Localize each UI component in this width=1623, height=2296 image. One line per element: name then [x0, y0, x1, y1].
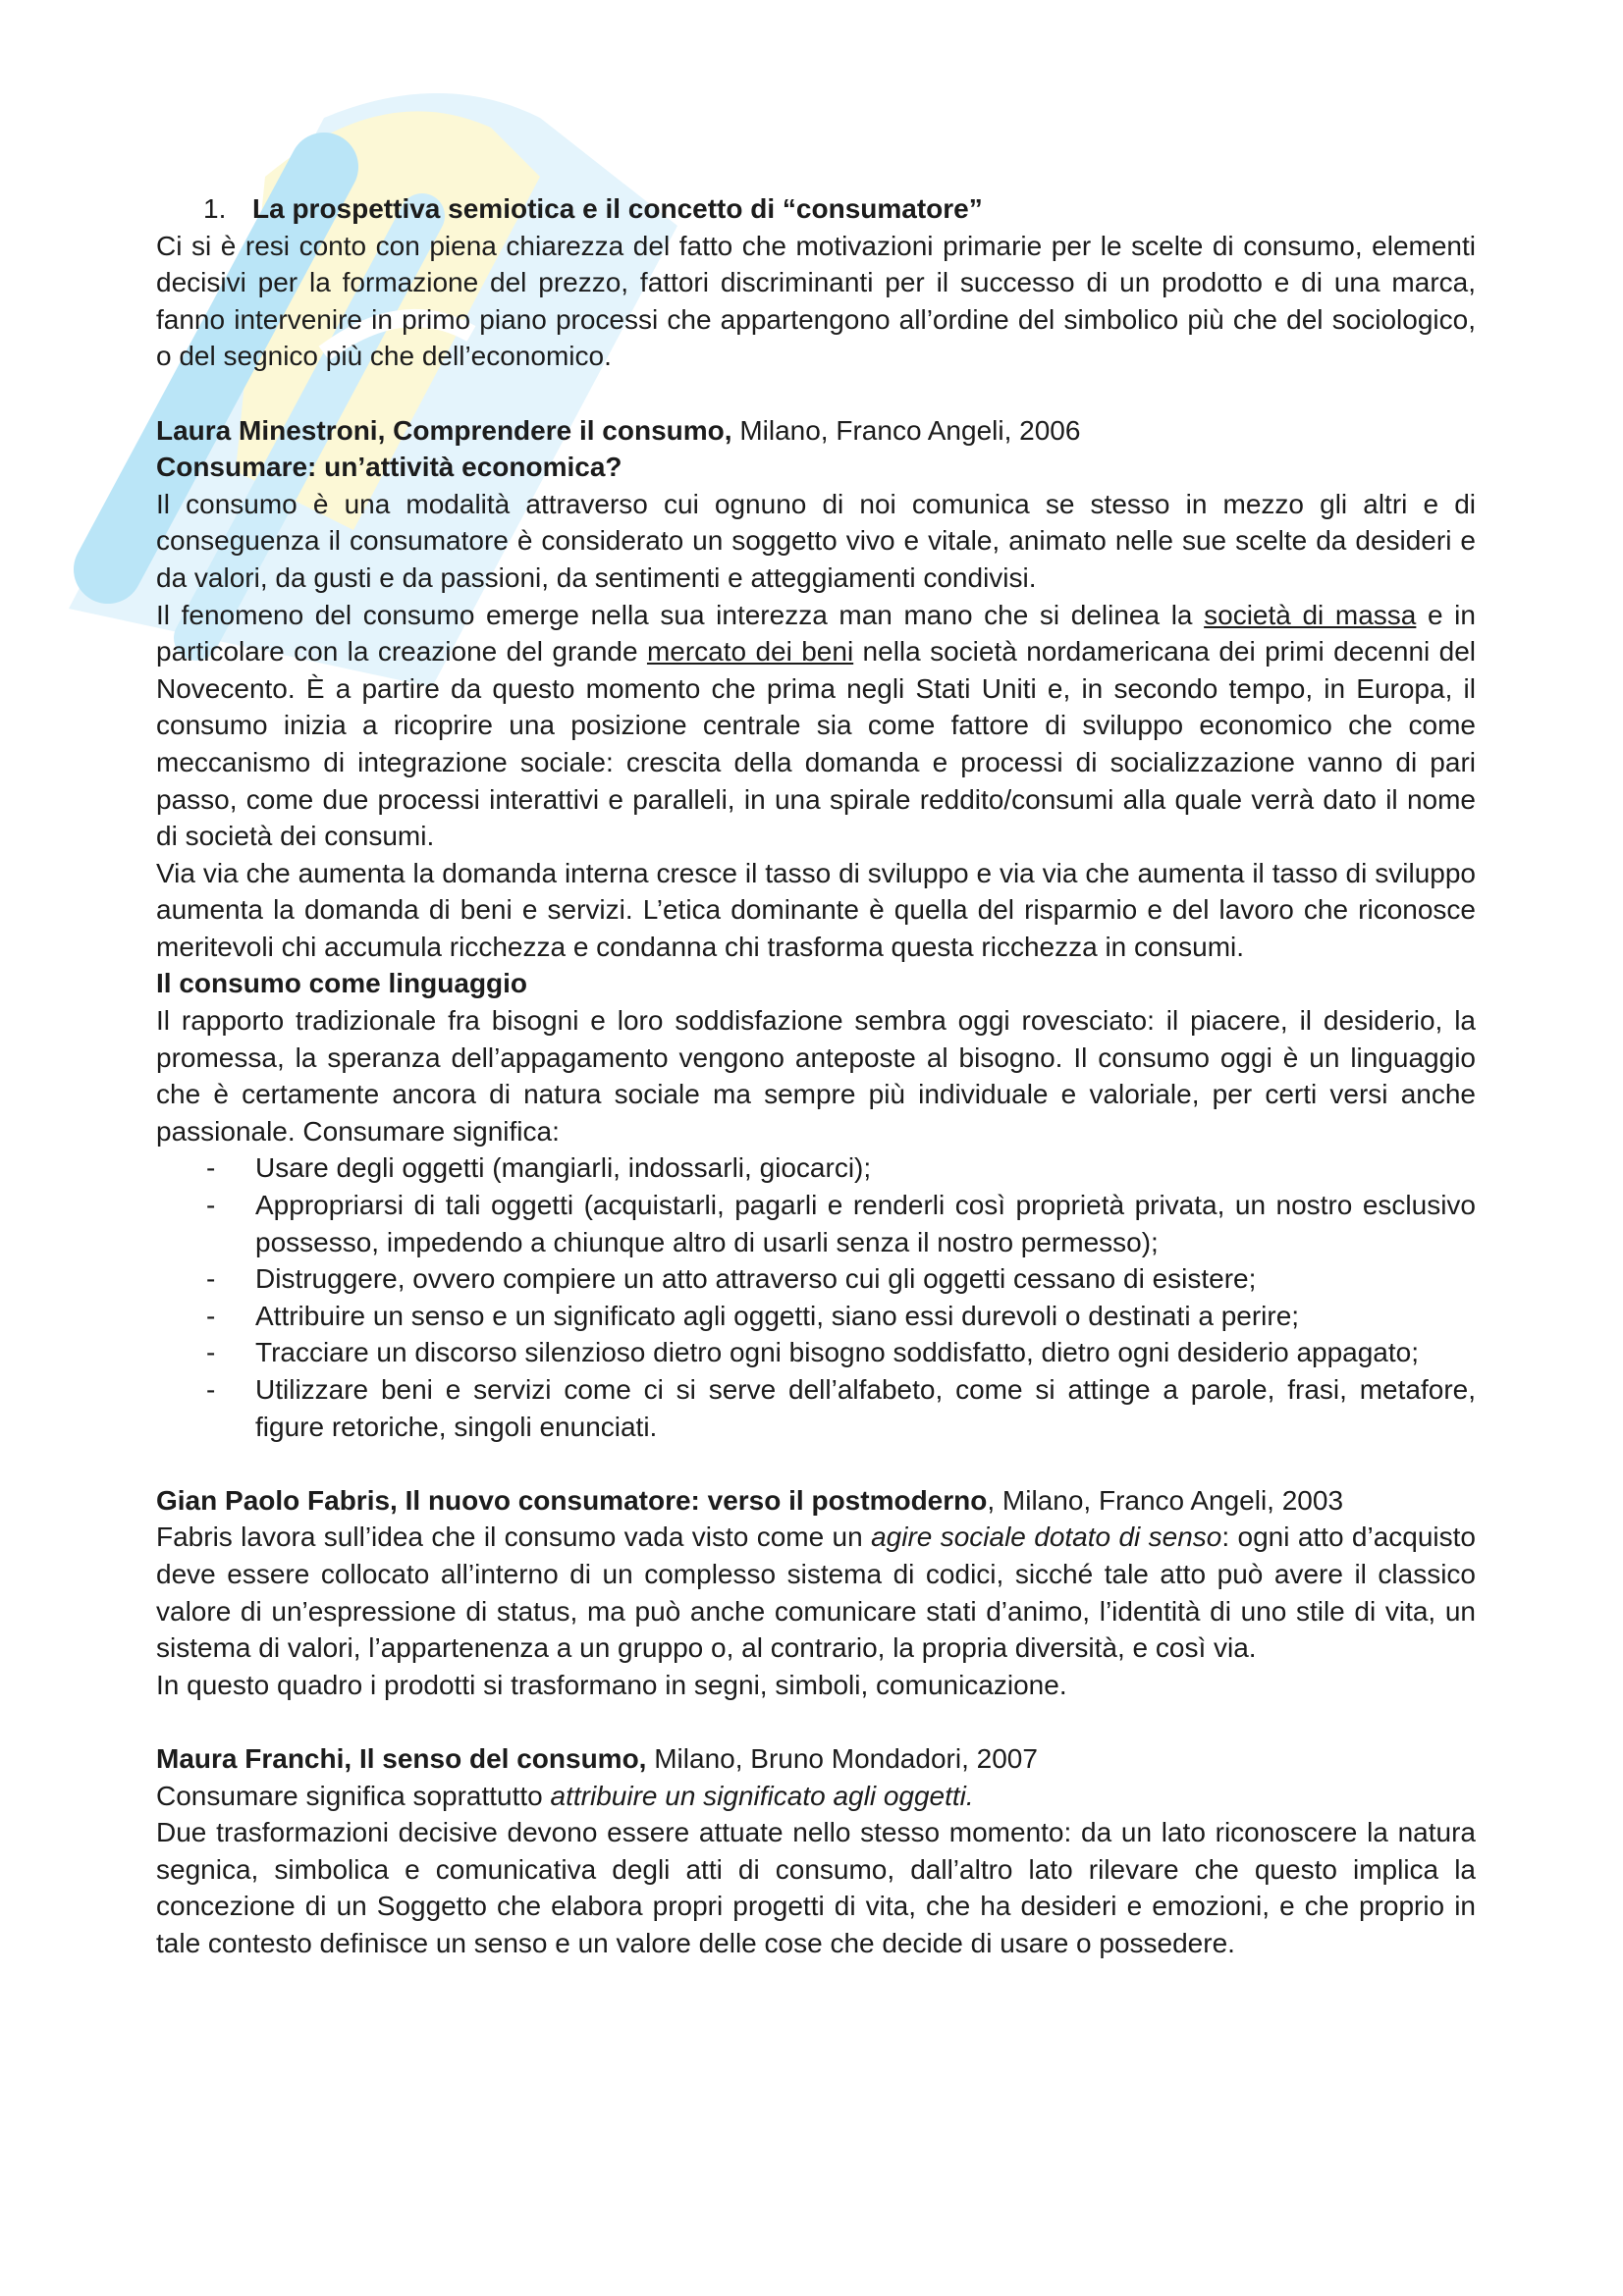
- minestroni-paragraph-4: Il rapporto tradizionale fra bisogni e loro soddisfazione sembra oggi rovesciato: il piacere, il desiderio, la promessa, la speranza dell’appagamento vengono anteposte al bisogno. Il consumo oggi è un linguaggio che è certamente ancora di natura sociale ma sempre più individuale e valoriale, per certi versi anche passionale. Consumare significa:: [156, 1005, 1476, 1147]
- societa-di-massa-link: società di massa: [1204, 599, 1417, 630]
- list-dash: -: [206, 1190, 216, 1221]
- fabris-paragraph-1: [156, 1519, 1476, 1666]
- list-item-text: Tracciare un discorso silenzioso dietro ogni bisogno soddisfatto, dietro ogni desiderio appagato;: [255, 1337, 1420, 1368]
- fabris-paragraph-2: In questo quadro i prodotti si trasformano in segni, simboli, comunicazione.: [156, 1669, 1067, 1700]
- list-item: [156, 1260, 1476, 1298]
- franchi-paragraph-1: [156, 1778, 1476, 1815]
- mercato-dei-beni-link: mercato dei beni: [646, 636, 854, 667]
- list-dash: -: [206, 1300, 216, 1331]
- fabris-text-b: : ogni atto d’acquisto deve essere collocato all’interno di un complesso sistema di codici, sicché tale atto può avere il classico valore di un’espressione di status, ma può anche comunicare stati d’animo, l’identità di uno stile di vita, un sistema di valori, l’appartenenza a un gruppo o, al contrario, la propria diversità, e così via.: [156, 1522, 1476, 1664]
- list-item-text: Attribuire un senso e un significato agli oggetti, siano essi durevoli o destinati a perire;: [255, 1300, 1300, 1331]
- franchi-author-title: Maura Franchi, Il senso del consumo,: [156, 1742, 647, 1774]
- document-body: [156, 190, 1476, 1962]
- section-intro: Ci si è resi conto con piena chiarezza del fatto che motivazioni primarie per le scelte di consumo, elementi decisivi per la formazione del prezzo, fattori discriminanti per il successo di un prodotto e di una marca, fanno intervenire in primo piano processi che appartengono all’ordine del simbolico più che del sociologico, o del segnico più che dell’economico.: [156, 230, 1476, 372]
- list-item-text: Utilizzare beni e servizi come ci si serve dell’alfabeto, come si attinge a parole, frasi, metafore, figure retoriche, singoli enunciati.: [255, 1374, 1476, 1442]
- list-item: [156, 1334, 1476, 1371]
- list-item-text: Distruggere, ovvero compiere un atto attraverso cui gli oggetti cessano di esistere;: [255, 1263, 1257, 1295]
- list-dash: -: [206, 1374, 216, 1405]
- spacer: [156, 1445, 1476, 1482]
- list-item: [156, 1149, 1476, 1187]
- list-dash: -: [206, 1263, 216, 1295]
- minestroni-publication: Milano, Franco Angeli, 2006: [731, 414, 1081, 446]
- list-item: [156, 1298, 1476, 1335]
- section-title: La prospettiva semiotica e il concetto di “consumatore”: [252, 193, 983, 224]
- franchi-citation: [156, 1740, 1476, 1778]
- list-dash: -: [206, 1337, 216, 1368]
- section-number: 1.: [203, 193, 227, 224]
- fabris-emphasis: agire sociale dotato di senso: [871, 1522, 1222, 1553]
- minestroni-paragraph-2: [156, 597, 1476, 855]
- spacer: [156, 375, 1476, 412]
- franchi-text-a: Consumare significa soprattutto: [156, 1780, 551, 1811]
- fabris-author-title: Gian Paolo Fabris, Il nuovo consumatore: verso il postmoderno: [156, 1484, 988, 1516]
- section-heading: [203, 190, 1476, 228]
- list-item: [156, 1187, 1476, 1260]
- franchi-publication: Milano, Bruno Mondadori, 2007: [646, 1742, 1038, 1774]
- franchi-emphasis: attribuire un significato agli oggetti.: [550, 1780, 974, 1811]
- p2-text-a: Il fenomeno del consumo emerge nella sua interezza man mano che si delinea la: [156, 599, 1205, 630]
- subheading-consumare: Consumare: un’attività economica?: [156, 452, 622, 483]
- consumare-list: [156, 1149, 1476, 1445]
- fabris-citation: [156, 1482, 1476, 1520]
- franchi-paragraph-2: Due trasformazioni decisive devono essere attuate nello stesso momento: da un lato riconoscere la natura segnica, simbolica e comunicativa degli atti di consumo, dall’altro lato rilevare che questo implica la concezione di un Soggetto che elabora propri progetti di vita, che ha desideri e emozioni, e che proprio in tale contesto definisce un senso e un valore delle cose che decide di usare o possedere.: [156, 1817, 1476, 1958]
- fabris-text-a: Fabris lavora sull’idea che il consumo vada visto come un: [156, 1522, 872, 1553]
- minestroni-citation: [156, 412, 1476, 450]
- list-dash: -: [206, 1152, 216, 1184]
- p2-text-b: e in particolare con la creazione del grande: [156, 599, 1476, 667]
- subheading-linguaggio: Il consumo come linguaggio: [156, 968, 528, 999]
- minestroni-author-title: Laura Minestroni, Comprendere il consumo,: [156, 414, 732, 446]
- list-item-text: Usare degli oggetti (mangiarli, indossarli, giocarci);: [255, 1152, 872, 1184]
- spacer: [156, 1703, 1476, 1740]
- minestroni-paragraph-3: Via via che aumenta la domanda interna cresce il tasso di sviluppo e via via che aumenta il tasso di sviluppo aumenta la domanda di beni e servizi. L’etica dominante è quella del risparmio e del lavoro che riconosce meritevoli chi accumula ricchezza e condanna chi trasforma questa ricchezza in consumi.: [156, 857, 1476, 962]
- minestroni-paragraph-1: Il consumo è una modalità attraverso cui ognuno di noi comunica se stesso in mezzo gli altri e di conseguenza il consumatore è considerato un soggetto vivo e vitale, animato nelle sue scelte da desideri e da valori, da gusti e da passioni, da sentimenti e atteggiamenti condivisi.: [156, 488, 1476, 593]
- list-item: [156, 1371, 1476, 1445]
- p2-text-c: nella società nordamericana dei primi decenni del Novecento. È a partire da questo momento che prima negli Stati Uniti e, in secondo tempo, in Europa, il consumo inizia a ricoprire una posizione centrale sia come fattore di sviluppo economico che come meccanismo di integrazione sociale: crescita della domanda e processi di socializzazione vanno di pari passo, come due processi interattivi e paralleli, in una spirale reddito/consumi alla quale verrà dato il nome di società dei consumi.: [156, 636, 1476, 852]
- list-item-text: Appropriarsi di tali oggetti (acquistarli, pagarli e renderli così proprietà privata, un nostro esclusivo possesso, impedendo a chiunque altro di usarli senza il nostro permesso);: [255, 1190, 1476, 1257]
- fabris-publication: , Milano, Franco Angeli, 2003: [987, 1484, 1344, 1516]
